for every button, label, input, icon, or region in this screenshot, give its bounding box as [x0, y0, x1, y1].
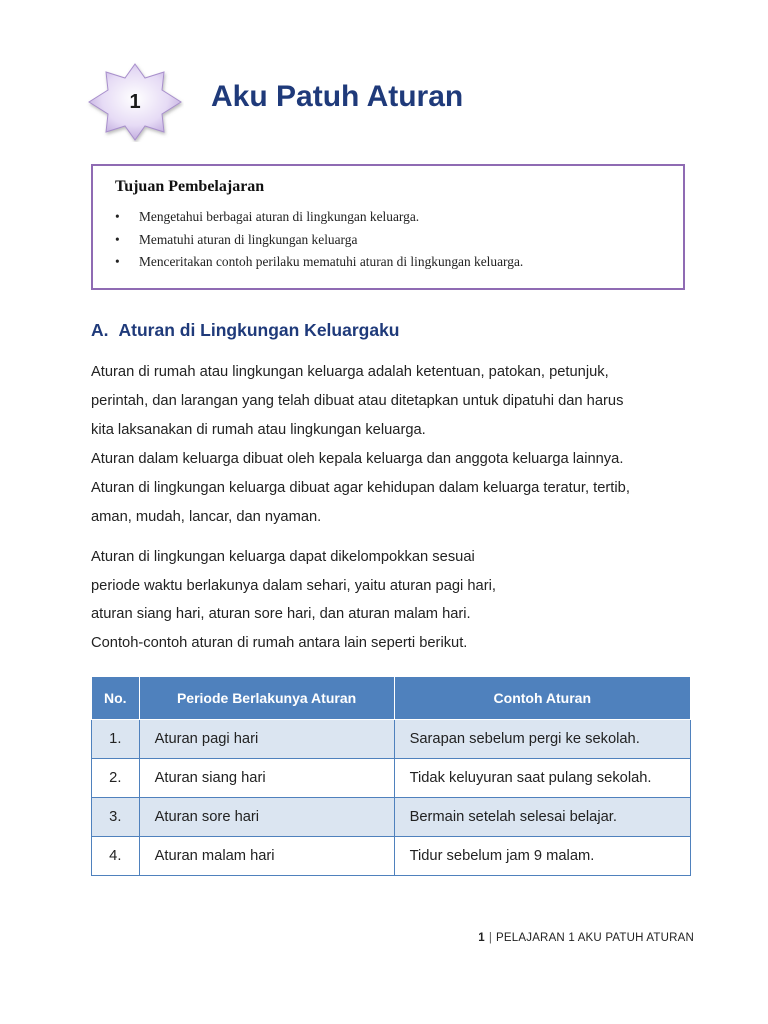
paragraph-2: [91, 543, 691, 658]
chapter-title: Aku Patuh Aturan: [211, 80, 464, 113]
paragraph-line: Aturan di lingkungan keluarga dapat dikelompokkan sesuai: [91, 549, 475, 565]
paragraph-line: Aturan di lingkungan keluarga dibuat agar kehidupan dalam keluarga teratur, tertib,: [91, 480, 630, 496]
objectives-heading: Tujuan Pembelajaran: [115, 178, 265, 195]
section-letter: A.: [91, 320, 109, 340]
column-header-period: Periode Berlakunya Aturan: [139, 677, 394, 720]
row-example: Tidur sebelum jam 9 malam.: [394, 837, 690, 876]
row-example: Sarapan sebelum pergi ke sekolah.: [394, 720, 690, 759]
page-footer: [478, 932, 694, 944]
section-heading: [91, 320, 400, 341]
paragraph-line: aman, mudah, lancar, dan nyaman.: [91, 509, 322, 525]
row-example: Bermain setelah selesai belajar.: [394, 798, 690, 837]
row-number: 1.: [92, 720, 140, 759]
footer-text: PELAJARAN 1 AKU PATUH ATURAN: [496, 932, 694, 944]
table-header-row: [92, 677, 691, 720]
paragraph-line: periode waktu berlakunya dalam sehari, yaitu aturan pagi hari,: [91, 577, 496, 594]
list-item: • Mematuhi aturan di lingkungan keluarga: [139, 229, 663, 252]
bullet-icon: •: [115, 209, 120, 224]
column-header-no: No.: [92, 677, 140, 720]
list-item: • Mengetahui berbagai aturan di lingkungan keluarga.: [139, 206, 663, 229]
objectives-list: [115, 206, 663, 274]
row-period: Aturan siang hari: [139, 759, 394, 798]
row-number: 3.: [92, 798, 140, 837]
row-example: Tidak keluyuran saat pulang sekolah.: [394, 759, 690, 798]
paragraph-line: kita laksanakan di rumah atau lingkungan keluarga.: [91, 422, 426, 438]
chapter-number: 1: [129, 90, 141, 113]
paragraph-line: Aturan dalam keluarga dibuat oleh kepala keluarga dan anggota keluarga lainnya.: [91, 451, 624, 467]
bullet-icon: •: [115, 254, 120, 269]
row-period: Aturan malam hari: [139, 837, 394, 876]
paragraph-line: Contoh-contoh aturan di rumah antara lain seperti berikut.: [91, 635, 468, 652]
chapter-badge: [86, 62, 184, 142]
table-row: [92, 759, 691, 798]
footer-separator: |: [488, 932, 493, 944]
section-title: Aturan di Lingkungan Keluargaku: [118, 320, 400, 340]
row-number: 2.: [92, 759, 140, 798]
paragraph-line: perintah, dan larangan yang telah dibuat atau ditetapkan untuk dipatuhi dan harus: [91, 393, 624, 409]
paragraph-line: aturan siang hari, aturan sore hari, dan aturan malam hari.: [91, 606, 471, 623]
row-period: Aturan pagi hari: [139, 720, 394, 759]
row-period: Aturan sore hari: [139, 798, 394, 837]
column-header-example: Contoh Aturan: [394, 677, 690, 720]
bullet-icon: •: [115, 231, 120, 247]
table-row: [92, 798, 691, 837]
table-row: [92, 837, 691, 876]
rules-table: [91, 676, 691, 876]
row-number: 4.: [92, 837, 140, 876]
page-number: 1: [478, 932, 485, 944]
list-item: • Menceritakan contoh perilaku mematuhi aturan di lingkungan keluarga.: [139, 251, 663, 274]
table-row: [92, 720, 691, 759]
paragraph-1: [91, 358, 691, 532]
paragraph-line: Aturan di rumah atau lingkungan keluarga adalah ketentuan, patokan, petunjuk,: [91, 364, 609, 380]
learning-objectives-box: [91, 164, 685, 290]
